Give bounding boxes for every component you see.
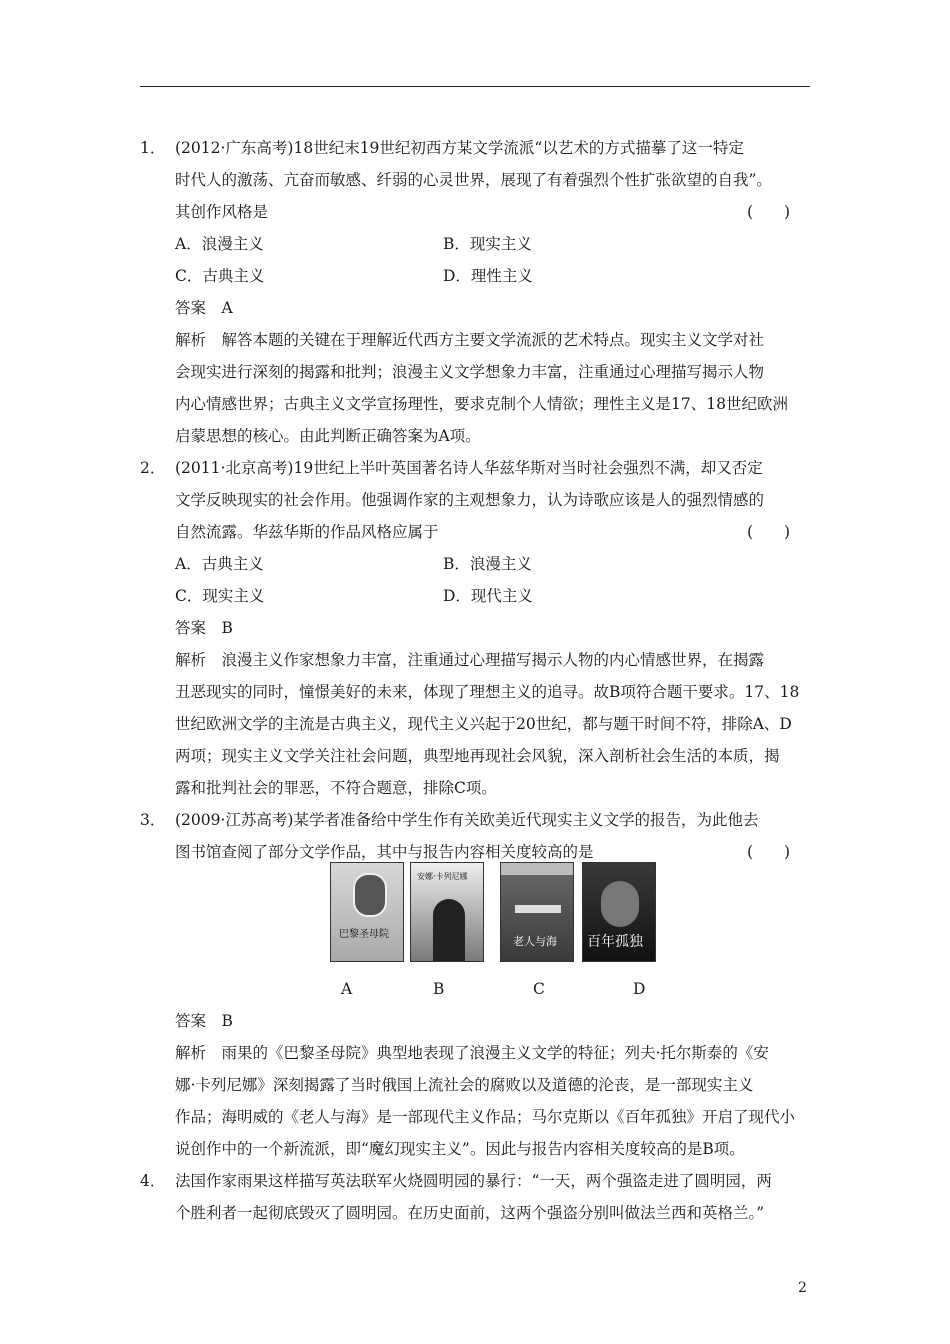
book-cover-old-man-and-sea [500, 862, 574, 962]
book-cover-anna-karenina [410, 862, 484, 962]
question-stem-line: (2011·北京高考)19世纪上半叶英国著名诗人华兹华斯对当时社会强烈不满，却又否定 [175, 459, 763, 477]
question-number: 3． [140, 811, 166, 829]
book-cover-hundred-years-solitude [582, 862, 656, 962]
option: B．现实主义 [443, 235, 532, 253]
option: A．古典主义 [175, 555, 264, 573]
option: D．理性主义 [443, 267, 533, 285]
option: D．现代主义 [443, 587, 533, 605]
answer: 答案 B [175, 619, 233, 637]
option: B．浪漫主义 [443, 555, 532, 573]
option: C．古典主义 [175, 267, 265, 285]
analysis-line: 两项；现实主义文学关注社会问题，典型地再现社会风貌，深入剖析社会生活的本质，揭 [175, 747, 780, 765]
option: C．现实主义 [175, 587, 265, 605]
answer: 答案 A [175, 299, 233, 317]
cover-title: 百年孤独 [587, 934, 643, 950]
question-stem-line: 法国作家雨果这样描写英法联军火烧圆明园的暴行：“一天，两个强盗走进了圆明园，两 [175, 1172, 772, 1190]
question-stem-line: 文学反映现实的社会作用。他强调作家的主观想象力，认为诗歌应该是人的强烈情感的 [175, 491, 765, 509]
analysis-line: 世纪欧洲文学的主流是古典主义，现代主义兴起于20世纪，都与题干时间不符，排除A、D [175, 715, 792, 733]
cover-title: 安娜·卡列尼娜 [417, 872, 468, 881]
analysis-line: 说创作中的一个新流派，即“魔幻现实主义”。因此与报告内容相关度较高的是B项。 [175, 1140, 745, 1158]
analysis-line: 会现实进行深刻的揭露和批判；浪漫主义文学想象力丰富，注重通过心理描写揭示人物 [175, 363, 765, 381]
figure-caption: D [633, 980, 646, 998]
cover-title: 老人与海 [513, 935, 557, 948]
analysis-line: 解析 解答本题的关键在于理解近代西方主要文学流派的艺术特点。现实主义文学对社 [175, 331, 765, 349]
analysis-line: 露和批判社会的罪恶，不符合题意，排除C项。 [175, 779, 497, 797]
question-number: 1． [140, 139, 166, 157]
analysis-line: 内心情感世界；古典主义文学宣扬理性，要求克制个人情欲；理性主义是17、18世纪欧洲 [175, 395, 788, 413]
question-stem-line: 时代人的激荡、亢奋而敏感、纤弱的心灵世界，展现了有着强烈个性扩张欲望的自我”。 [175, 171, 772, 189]
question-stem-line: 自然流露。华兹华斯的作品风格应属于 [175, 523, 439, 541]
question-stem-line: 个胜利者一起彻底毁灭了圆明园。在历史面前，这两个强盗分别叫做法兰西和英格兰。” [175, 1204, 765, 1222]
analysis-line: 解析 雨果的《巴黎圣母院》典型地表现了浪漫主义文学的特征；列夫·托尔斯泰的《安 [175, 1044, 769, 1062]
cover-title: 巴黎圣母院 [339, 929, 389, 940]
analysis-line: 丑恶现实的同时，憧憬美好的未来，体现了理想主义的追寻。故B项符合题干要求。17、18 [175, 683, 800, 701]
answer-blank: ( ) [747, 523, 791, 541]
header-rule [140, 86, 810, 87]
figure-caption: C [533, 980, 545, 998]
question-number: 2． [140, 459, 166, 477]
figure-caption: B [433, 980, 445, 998]
page-number: 2 [798, 1280, 807, 1296]
question-stem-line: (2009·江苏高考)某学者准备给中学生作有关欧美近代现实主义文学的报告，为此他去 [175, 811, 759, 829]
question-number: 4． [140, 1172, 166, 1190]
question-stem-line: 其创作风格是 [175, 203, 269, 221]
analysis-line: 娜·卡列尼娜》深刻揭露了当时俄国上流社会的腐败以及道德的沦丧，是一部现实主义 [175, 1076, 754, 1094]
question-stem-line: 图书馆查阅了部分文学作品，其中与报告内容相关度较高的是 [175, 843, 594, 861]
analysis-line: 作品；海明威的《老人与海》是一部现代主义作品；马尔克斯以《百年孤独》开启了现代小 [175, 1108, 796, 1126]
answer: 答案 B [175, 1012, 233, 1030]
answer-blank: ( ) [747, 843, 791, 861]
option: A．浪漫主义 [175, 235, 264, 253]
analysis-line: 解析 浪漫主义作家想象力丰富，注重通过心理描写揭示人物的内心情感世界，在揭露 [175, 651, 765, 669]
analysis-line: 启蒙思想的核心。由此判断正确答案为A项。 [175, 427, 481, 445]
question-stem-line: (2012·广东高考)18世纪末19世纪初西方某文学流派“以艺术的方式描摹了这一特定 [175, 139, 744, 157]
figure-caption: A [341, 980, 353, 998]
book-cover-notre-dame [330, 862, 404, 962]
answer-blank: ( ) [747, 203, 791, 221]
